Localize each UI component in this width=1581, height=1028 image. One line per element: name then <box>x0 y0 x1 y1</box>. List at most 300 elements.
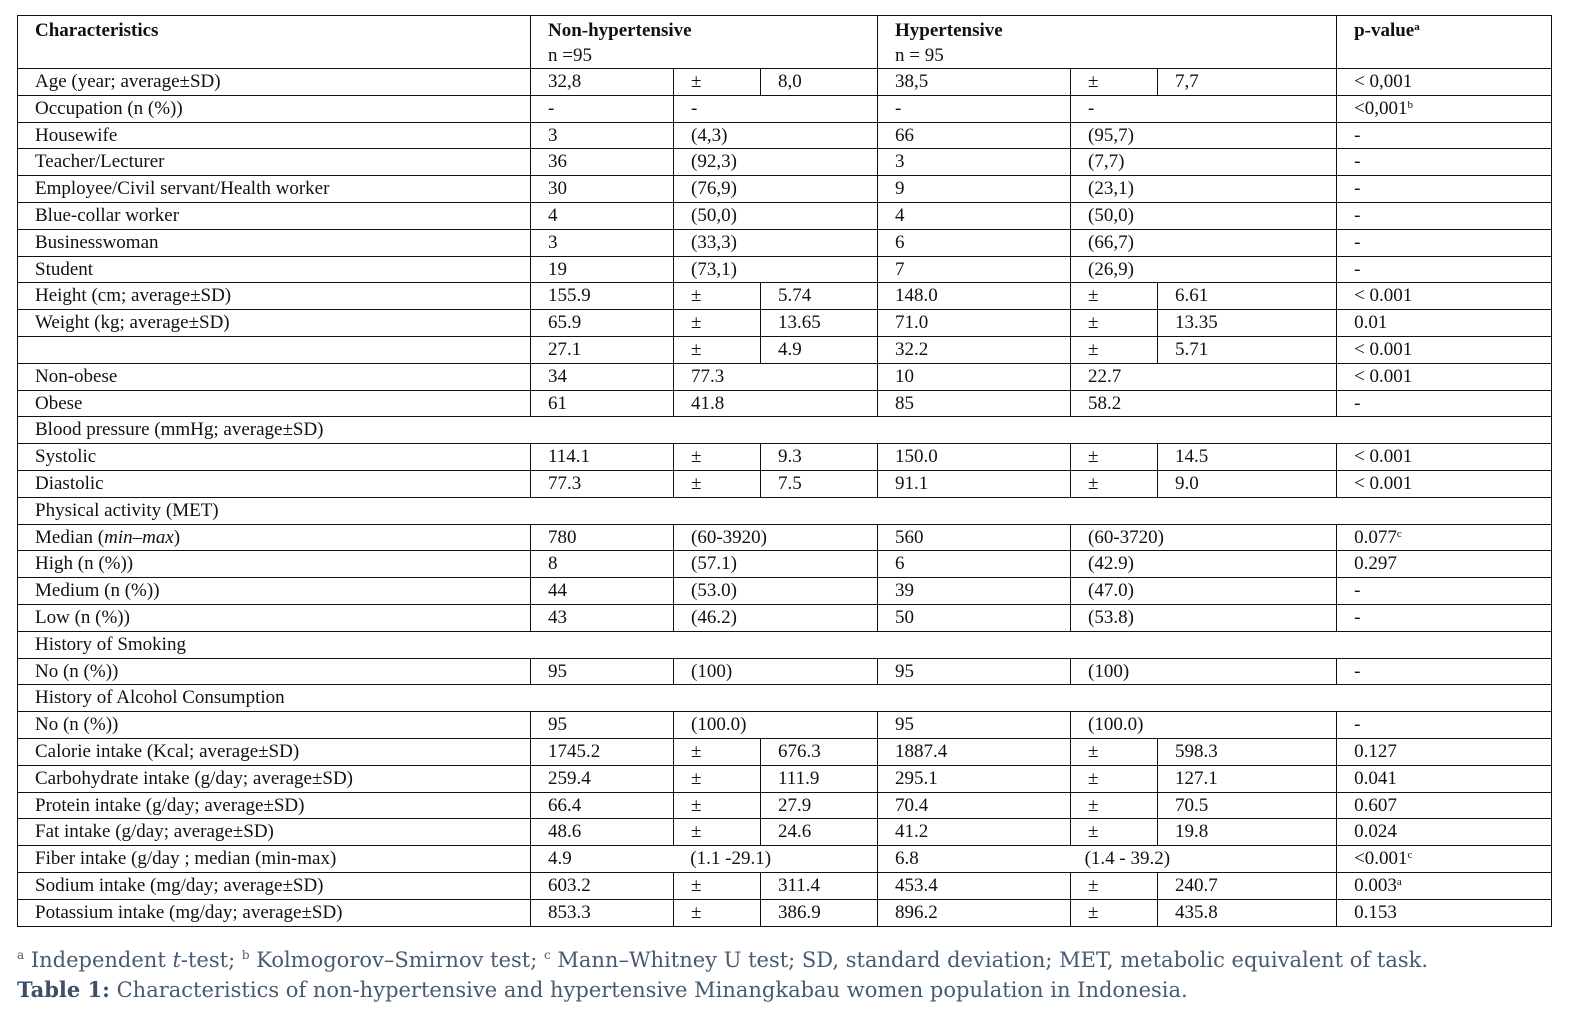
hyp-mean: 295.1 <box>878 765 1071 792</box>
p-value-sup: b <box>1407 98 1414 111</box>
table-row <box>18 899 1552 926</box>
non-hyp-sd: 5.74 <box>761 283 878 310</box>
non-hyp-secondary: (57.1) <box>674 551 878 578</box>
row-label <box>18 229 531 256</box>
non-hyp-value: 8 <box>531 551 674 578</box>
hyp-median-range <box>878 846 1337 873</box>
row-label-text: Low (n (%)) <box>35 606 130 628</box>
hyp-pm: ± <box>1071 310 1158 337</box>
hyp-pm: ± <box>1071 283 1158 310</box>
footnote-b-marker: b <box>241 948 250 962</box>
p-value-sup: c <box>1396 527 1402 540</box>
table-row <box>18 417 1552 444</box>
non-hyp-secondary: (50,0) <box>674 202 878 229</box>
hyp-mean: 38,5 <box>878 69 1071 96</box>
p-value-cell <box>1337 738 1552 765</box>
table-row <box>18 819 1552 846</box>
p-value: 0.01 <box>1354 312 1388 334</box>
table-row <box>18 578 1552 605</box>
hyp-secondary: (26,9) <box>1071 256 1337 283</box>
p-value-cell <box>1337 899 1552 926</box>
row-label <box>18 712 531 739</box>
row-label <box>18 551 531 578</box>
p-value: < 0.001 <box>1354 472 1413 494</box>
non-hyp-pm: ± <box>674 738 761 765</box>
hyp-pm: ± <box>1071 792 1158 819</box>
table-row <box>18 256 1552 283</box>
non-hyp-value: 780 <box>531 524 674 551</box>
row-label-italic: min–max <box>104 526 174 548</box>
hyp-value: 10 <box>878 363 1071 390</box>
hyp-value: 95 <box>878 658 1071 685</box>
p-value-cell <box>1337 283 1552 310</box>
footnote-c-marker: c <box>543 948 551 962</box>
header-characteristics: Characteristics <box>18 16 531 69</box>
p-value-cell <box>1337 712 1552 739</box>
row-label-text: Occupation (n (%)) <box>35 97 183 119</box>
p-value: - <box>1354 580 1361 602</box>
row-label-text: Physical activity (MET) <box>35 499 219 521</box>
p-value-cell <box>1337 470 1552 497</box>
non-hyp-secondary: (92,3) <box>674 149 878 176</box>
hyp-secondary: (23,1) <box>1071 176 1337 203</box>
row-label <box>18 310 531 337</box>
non-hyp-value: 44 <box>531 578 674 605</box>
non-hyp-sd: 676.3 <box>761 738 878 765</box>
non-hyp-pm: ± <box>674 69 761 96</box>
row-label-text: Fat intake (g/day; average±SD) <box>35 821 274 843</box>
p-value-sup: a <box>1396 875 1402 888</box>
p-value-cell <box>1337 658 1552 685</box>
hyp-secondary: (100.0) <box>1071 712 1337 739</box>
table-row <box>18 846 1552 873</box>
p-value-cell <box>1337 792 1552 819</box>
row-label <box>18 658 531 685</box>
row-label-text: Systolic <box>35 446 97 468</box>
hyp-range: (1.4 - 39.2) <box>1084 848 1171 870</box>
row-label-text: Businesswoman <box>35 231 159 253</box>
table-footnotes <box>17 945 1557 1005</box>
hyp-sd: 14.5 <box>1158 444 1337 471</box>
table-row <box>18 658 1552 685</box>
hyp-secondary: (53.8) <box>1071 604 1337 631</box>
non-hyp-median-range <box>531 846 878 873</box>
non-hyp-mean: 259.4 <box>531 765 674 792</box>
row-label-text: Sodium intake (mg/day; average±SD) <box>35 874 324 896</box>
p-value-cell <box>1337 846 1552 873</box>
non-hyp-pm: ± <box>674 792 761 819</box>
hyp-sd: 6.61 <box>1158 283 1337 310</box>
p-value: < 0.001 <box>1354 446 1413 468</box>
header-p-value <box>1337 16 1552 69</box>
hyp-mean: 32.2 <box>878 336 1071 363</box>
p-value: 0.003 <box>1354 874 1397 896</box>
non-hyp-value: 95 <box>531 658 674 685</box>
row-label <box>18 444 531 471</box>
hyp-value: 4 <box>878 202 1071 229</box>
row-label <box>18 819 531 846</box>
hyp-mean: 150.0 <box>878 444 1071 471</box>
p-value: - <box>1354 660 1361 682</box>
p-value: 0.127 <box>1354 740 1397 762</box>
hyp-mean: 91.1 <box>878 470 1071 497</box>
hyp-secondary: (66,7) <box>1071 229 1337 256</box>
table-row <box>18 444 1552 471</box>
p-value-cell <box>1337 363 1552 390</box>
header-non-hypertensive <box>531 16 878 69</box>
hyp-secondary: (100) <box>1071 658 1337 685</box>
row-label <box>18 69 531 96</box>
non-hyp-sd: 386.9 <box>761 899 878 926</box>
hyp-value: 6 <box>878 229 1071 256</box>
p-value-cell <box>1337 390 1552 417</box>
non-hyp-mean: 27.1 <box>531 336 674 363</box>
section-label <box>18 631 1552 658</box>
row-label <box>18 738 531 765</box>
hyp-mean: 896.2 <box>878 899 1071 926</box>
non-hyp-mean: 853.3 <box>531 899 674 926</box>
hyp-value: 6 <box>878 551 1071 578</box>
p-value-cell <box>1337 604 1552 631</box>
hyp-pm: ± <box>1071 899 1158 926</box>
row-label <box>18 363 531 390</box>
caption-text: Characteristics of non-hypertensive and hypertensive Minangkabau women population in Indonesia. <box>109 978 1188 1002</box>
hyp-mean: 70.4 <box>878 792 1071 819</box>
row-label-text: Protein intake (g/day; average±SD) <box>35 794 305 816</box>
header-p-value-label: p-value <box>1354 20 1415 41</box>
non-hyp-sd: 111.9 <box>761 765 878 792</box>
hyp-pm: ± <box>1071 765 1158 792</box>
non-hyp-secondary: (100.0) <box>674 712 878 739</box>
row-label-text: Blood pressure (mmHg; average±SD) <box>35 419 324 441</box>
non-hyp-pm: ± <box>674 899 761 926</box>
non-hyp-sd: 311.4 <box>761 872 878 899</box>
non-hyp-secondary: (53.0) <box>674 578 878 605</box>
table-row <box>18 685 1552 712</box>
non-hyp-mean: 603.2 <box>531 872 674 899</box>
hyp-value: 7 <box>878 256 1071 283</box>
hyp-mean: 41.2 <box>878 819 1071 846</box>
table-row <box>18 524 1552 551</box>
hyp-value: - <box>878 95 1071 122</box>
footnote-a-post: -test; <box>180 948 242 972</box>
non-hyp-value: 36 <box>531 149 674 176</box>
p-value: 0.297 <box>1354 553 1397 575</box>
non-hyp-sd: 24.6 <box>761 819 878 846</box>
p-value-cell <box>1337 229 1552 256</box>
p-value: - <box>1354 124 1361 146</box>
non-hyp-value: 3 <box>531 122 674 149</box>
table-row <box>18 95 1552 122</box>
row-label <box>18 578 531 605</box>
non-hyp-value: 61 <box>531 390 674 417</box>
row-label-text: Median ( <box>35 526 105 548</box>
row-label-text: Carbohydrate intake (g/day; average±SD) <box>35 767 353 789</box>
p-value: - <box>1354 231 1361 253</box>
row-label-text: Non-obese <box>35 365 118 387</box>
row-label-text: Teacher/Lecturer <box>35 151 165 173</box>
p-value: 0.024 <box>1354 821 1397 843</box>
table-row <box>18 336 1552 363</box>
hyp-secondary: (47.0) <box>1071 578 1337 605</box>
row-label <box>18 202 531 229</box>
footnote-b-text: Kolmogorov–Smirnov test; <box>249 948 544 972</box>
p-value-cell <box>1337 551 1552 578</box>
table-row <box>18 604 1552 631</box>
hyp-median: 6.8 <box>895 848 919 870</box>
non-hyp-pm: ± <box>674 336 761 363</box>
table-row <box>18 149 1552 176</box>
row-label <box>18 524 531 551</box>
hyp-mean: 71.0 <box>878 310 1071 337</box>
hyp-pm: ± <box>1071 738 1158 765</box>
table-row <box>18 229 1552 256</box>
row-label <box>18 899 531 926</box>
row-label-text: Height (cm; average±SD) <box>35 285 232 307</box>
p-value: <0.001 <box>1354 848 1408 870</box>
hyp-value: 39 <box>878 578 1071 605</box>
footnote-a-pre: Independent <box>24 948 173 972</box>
p-value-cell <box>1337 256 1552 283</box>
non-hyp-value: 4 <box>531 202 674 229</box>
row-label <box>18 283 531 310</box>
row-label-text: Potassium intake (mg/day; average±SD) <box>35 901 343 923</box>
footnote-a-italic: t <box>172 948 181 972</box>
hyp-sd: 435.8 <box>1158 899 1337 926</box>
p-value: 0.077 <box>1354 526 1397 548</box>
non-hyp-sd: 7.5 <box>761 470 878 497</box>
p-value: < 0,001 <box>1354 71 1413 92</box>
row-label <box>18 765 531 792</box>
p-value-cell <box>1337 524 1552 551</box>
hyp-secondary: (95,7) <box>1071 122 1337 149</box>
row-label <box>18 604 531 631</box>
non-hyp-median: 4.9 <box>548 848 572 870</box>
row-label-text: Fiber intake (g/day ; median (min-max) <box>35 848 337 870</box>
row-label-text: Calorie intake (Kcal; average±SD) <box>35 740 300 762</box>
non-hyp-sd: 9.3 <box>761 444 878 471</box>
hyp-secondary: (42.9) <box>1071 551 1337 578</box>
row-label <box>18 256 531 283</box>
table-row <box>18 176 1552 203</box>
non-hyp-secondary: (46.2) <box>674 604 878 631</box>
hyp-median-wrap <box>895 846 1336 871</box>
non-hyp-secondary: - <box>674 95 878 122</box>
table-row <box>18 872 1552 899</box>
hyp-value: 85 <box>878 390 1071 417</box>
row-label-text: No (n (%)) <box>35 660 119 682</box>
non-hyp-mean: 48.6 <box>531 819 674 846</box>
non-hyp-mean: 77.3 <box>531 470 674 497</box>
row-label <box>18 95 531 122</box>
hyp-pm: ± <box>1071 819 1158 846</box>
non-hyp-sd: 13.65 <box>761 310 878 337</box>
row-label-text: Housewife <box>35 124 118 146</box>
non-hyp-mean: 114.1 <box>531 444 674 471</box>
non-hyp-pm: ± <box>674 444 761 471</box>
hyp-value: 95 <box>878 712 1071 739</box>
hyp-value: 3 <box>878 149 1071 176</box>
non-hyp-pm: ± <box>674 310 761 337</box>
table-row <box>18 792 1552 819</box>
row-label-text: Diastolic <box>35 472 104 494</box>
non-hyp-value: 30 <box>531 176 674 203</box>
non-hyp-value: 3 <box>531 229 674 256</box>
p-value-cell <box>1337 578 1552 605</box>
header-non-hypertensive-label: Non-hypertensive <box>548 20 692 41</box>
p-value: 0.041 <box>1354 767 1397 789</box>
non-hyp-secondary: (73,1) <box>674 256 878 283</box>
non-hyp-mean: 32,8 <box>531 69 674 96</box>
table-row <box>18 712 1552 739</box>
hyp-value: 9 <box>878 176 1071 203</box>
hyp-value: 66 <box>878 122 1071 149</box>
p-value: - <box>1354 178 1361 200</box>
hyp-value: 50 <box>878 604 1071 631</box>
p-value: < 0.001 <box>1354 365 1413 387</box>
footnote-a-marker: a <box>17 948 25 962</box>
non-hyp-secondary: 41.8 <box>674 390 878 417</box>
p-value: - <box>1354 258 1361 280</box>
hyp-secondary: (60-3720) <box>1071 524 1337 551</box>
non-hyp-secondary: (76,9) <box>674 176 878 203</box>
hyp-mean: 453.4 <box>878 872 1071 899</box>
row-label-text: No (n (%)) <box>35 714 119 736</box>
p-value-sup: c <box>1407 849 1413 862</box>
row-label-text: High (n (%)) <box>35 553 134 575</box>
row-label-text: Obese <box>35 392 83 414</box>
p-value-cell <box>1337 310 1552 337</box>
non-hyp-mean: 155.9 <box>531 283 674 310</box>
non-hyp-mean: 66.4 <box>531 792 674 819</box>
p-value-cell <box>1337 202 1552 229</box>
hyp-pm: ± <box>1071 444 1158 471</box>
characteristics-table <box>17 15 1552 927</box>
non-hyp-value: 43 <box>531 604 674 631</box>
hyp-secondary: 22.7 <box>1071 363 1337 390</box>
table-row <box>18 470 1552 497</box>
row-label-text: Student <box>35 258 94 280</box>
non-hyp-secondary: (100) <box>674 658 878 685</box>
p-value-cell <box>1337 95 1552 122</box>
non-hyp-secondary: (60-3920) <box>674 524 878 551</box>
table-row <box>18 69 1552 96</box>
hyp-sd: 9.0 <box>1158 470 1337 497</box>
hyp-sd: 19.8 <box>1158 819 1337 846</box>
p-value-cell <box>1337 872 1552 899</box>
row-label <box>18 336 531 363</box>
hyp-mean: 1887.4 <box>878 738 1071 765</box>
p-value: < 0.001 <box>1354 285 1413 307</box>
hyp-sd: 5.71 <box>1158 336 1337 363</box>
non-hyp-sd: 8,0 <box>761 69 878 96</box>
header-p-value-sup: a <box>1414 21 1420 33</box>
hyp-sd: 13.35 <box>1158 310 1337 337</box>
non-hyp-value: 95 <box>531 712 674 739</box>
section-label <box>18 685 1552 712</box>
table-row <box>18 202 1552 229</box>
table-row <box>18 765 1552 792</box>
p-value-cell <box>1337 176 1552 203</box>
table-row <box>18 631 1552 658</box>
table-body <box>18 69 1552 927</box>
table-row <box>18 363 1552 390</box>
row-label-text: History of Smoking <box>35 633 186 655</box>
non-hyp-secondary: (33,3) <box>674 229 878 256</box>
row-label <box>18 390 531 417</box>
row-label <box>18 846 531 873</box>
row-label <box>18 470 531 497</box>
header-non-hypertensive-n: n =95 <box>548 45 592 66</box>
footnote-c-text: Mann–Whitney U test; SD, standard deviation; MET, metabolic equivalent of task. <box>550 948 1429 972</box>
row-label-text: Blue-collar worker <box>35 204 180 226</box>
row-label <box>18 176 531 203</box>
hyp-pm: ± <box>1071 470 1158 497</box>
table-caption <box>17 975 1557 1005</box>
hyp-secondary: - <box>1071 95 1337 122</box>
non-hyp-pm: ± <box>674 872 761 899</box>
non-hyp-sd: 4.9 <box>761 336 878 363</box>
table-row <box>18 310 1552 337</box>
hyp-sd: 598.3 <box>1158 738 1337 765</box>
non-hyp-mean: 65.9 <box>531 310 674 337</box>
hyp-secondary: (50,0) <box>1071 202 1337 229</box>
row-label-text: Employee/Civil servant/Health worker <box>35 178 330 200</box>
p-value-cell <box>1337 122 1552 149</box>
non-hyp-secondary: (4,3) <box>674 122 878 149</box>
row-label <box>18 149 531 176</box>
p-value-cell <box>1337 765 1552 792</box>
hyp-value: 560 <box>878 524 1071 551</box>
row-label-end: ) <box>173 526 181 548</box>
p-value: - <box>1354 714 1361 736</box>
row-label-text: Medium (n (%)) <box>35 580 160 602</box>
row-label <box>18 792 531 819</box>
header-hypertensive-n: n = 95 <box>895 45 944 66</box>
hyp-sd: 70.5 <box>1158 792 1337 819</box>
header-hypertensive-label: Hypertensive <box>895 20 1003 41</box>
section-label <box>18 417 1552 444</box>
table-row <box>18 390 1552 417</box>
p-value: <0,001 <box>1354 97 1408 119</box>
row-label-text: Age (year; average±SD) <box>35 71 221 92</box>
hyp-sd: 240.7 <box>1158 872 1337 899</box>
p-value-cell <box>1337 69 1552 96</box>
p-value-cell <box>1337 444 1552 471</box>
hyp-secondary: 58.2 <box>1071 390 1337 417</box>
table-header-row <box>18 16 1552 69</box>
non-hyp-median-wrap <box>548 846 877 871</box>
non-hyp-sd: 27.9 <box>761 792 878 819</box>
row-label <box>18 872 531 899</box>
table-row <box>18 122 1552 149</box>
row-label-text: Weight (kg; average±SD) <box>35 312 230 334</box>
row-label <box>18 122 531 149</box>
header-hypertensive <box>878 16 1337 69</box>
footnote-line <box>17 945 1557 975</box>
table-row <box>18 551 1552 578</box>
non-hyp-mean: 1745.2 <box>531 738 674 765</box>
non-hyp-value: 19 <box>531 256 674 283</box>
non-hyp-pm: ± <box>674 819 761 846</box>
row-label-text: History of Alcohol Consumption <box>35 687 285 709</box>
p-value: - <box>1354 392 1361 414</box>
non-hyp-pm: ± <box>674 765 761 792</box>
hyp-sd: 127.1 <box>1158 765 1337 792</box>
hyp-mean: 148.0 <box>878 283 1071 310</box>
p-value: 0.153 <box>1354 901 1397 923</box>
non-hyp-pm: ± <box>674 283 761 310</box>
